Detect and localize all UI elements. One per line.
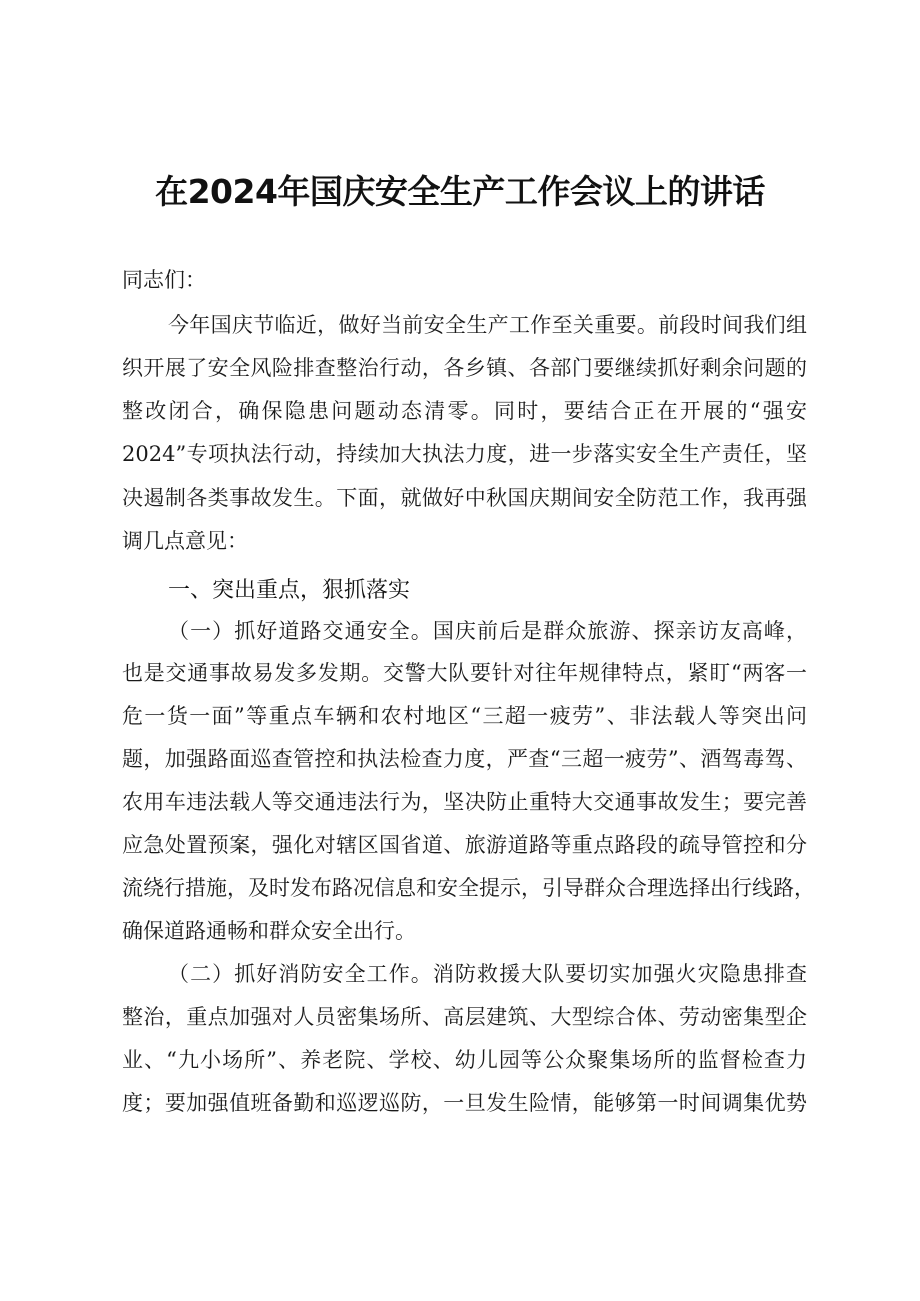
paragraph-line: 危一货一面”等重点车辆和农村地区“三超一疲劳”、非法载人等突出问 (122, 704, 807, 728)
paragraph-line: 2024”专项执法行动，持续加大执法力度，进一步落实安全生产责任，坚 (122, 442, 807, 466)
paragraph-line: 业、“九小场所”、养老院、学校、幼儿园等公众聚集场所的监督检查力 (122, 1048, 807, 1072)
section-heading: 一、突出重点，狠抓落实 (168, 578, 411, 603)
paragraph-line: 织开展了安全风险排查整治行动，各乡镇、各部门要继续抓好剩余问题的 (122, 356, 807, 380)
paragraph-line: 确保道路通畅和群众安全出行。 (122, 919, 416, 943)
paragraph-line: 调几点意见： (122, 529, 248, 553)
salutation: 同志们： (122, 268, 206, 292)
paragraph-line: 也是交通事故易发多发期。交警大队要针对往年规律特点，紧盯“两客一 (122, 661, 807, 685)
paragraph-line: 农用车违法载人等交通违法行为，坚决防止重特大交通事故发生；要完善 (122, 790, 807, 814)
paragraph-line: （一）抓好道路交通安全。国庆前后是群众旅游、探亲访友高峰， (168, 619, 807, 643)
paragraph-line: 度；要加强值班备勤和巡逻巡防，一旦发生险情，能够第一时间调集优势 (122, 1091, 807, 1115)
document-title: 在2024年国庆安全生产工作会议上的讲话 (155, 172, 765, 211)
paragraph-line: 应急处置预案，强化对辖区国省道、旅游道路等重点路段的疏导管控和分 (122, 833, 807, 857)
paragraph-line: 整治，重点加强对人员密集场所、高层建筑、大型综合体、劳动密集型企 (122, 1005, 807, 1029)
paragraph-line: 题，加强路面巡查管控和执法检查力度，严查“三超一疲劳”、酒驾毒驾、 (122, 747, 807, 771)
paragraph-line: 流绕行措施，及时发布路况信息和安全提示，引导群众合理选择出行线路， (122, 876, 815, 900)
paragraph-line: （二）抓好消防安全工作。消防救援大队要切实加强火灾隐患排查 (168, 962, 807, 986)
paragraph-line: 今年国庆节临近，做好当前安全生产工作至关重要。前段时间我们组 (168, 313, 807, 337)
paragraph-line: 决遏制各类事故发生。下面，就做好中秋国庆期间安全防范工作，我再强 (122, 486, 807, 510)
paragraph-line: 整改闭合，确保隐患问题动态清零。同时，要结合正在开展的“强安 (122, 399, 807, 423)
